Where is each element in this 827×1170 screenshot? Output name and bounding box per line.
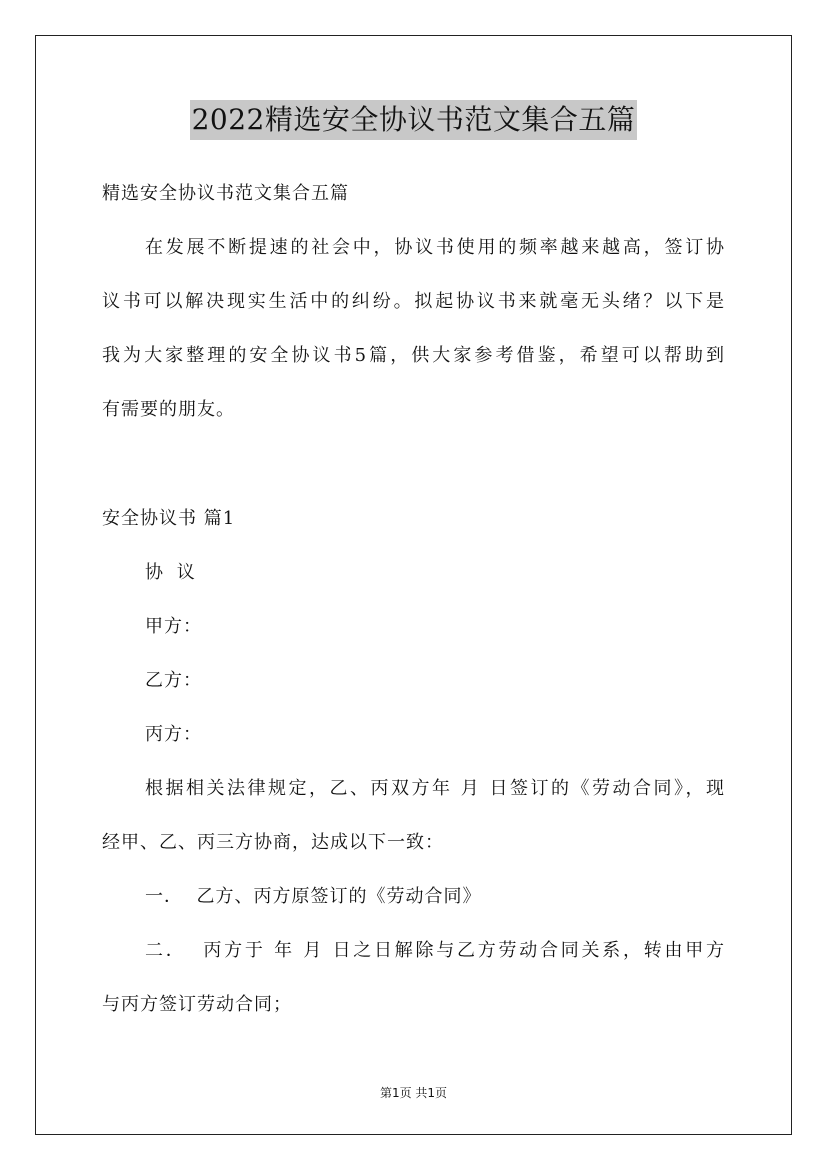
agreement-label: 协 议 — [145, 562, 199, 583]
intro-line-3: 我为大家整理的安全协议书5篇，供大家参考借鉴，希望可以帮助到 — [102, 345, 725, 366]
clause-two: 二． 丙方于 年 月 日之日解除与乙方劳动合同关系，转由甲方 — [145, 940, 725, 961]
body-line-1: 根据相关法律规定，乙、丙双方年 月 日签订的《劳动合同》，现 — [145, 778, 725, 799]
intro-line-1: 在发展不断提速的社会中，协议书使用的频率越来越高，签订协 — [145, 237, 725, 258]
party-b-label: 乙方： — [145, 670, 202, 691]
body-line-2: 经甲、乙、丙三方协商，达成以下一致： — [102, 832, 444, 853]
title-container — [0, 100, 827, 140]
party-a-label: 甲方： — [145, 616, 202, 637]
document-title: 2022精选安全协议书范文集合五篇 — [190, 100, 638, 140]
document-subtitle: 精选安全协议书范文集合五篇 — [102, 183, 349, 204]
clause-two-continued: 与丙方签订劳动合同； — [102, 994, 292, 1015]
section-heading: 安全协议书 篇1 — [102, 508, 236, 529]
party-c-label: 丙方： — [145, 724, 202, 745]
intro-line-2: 议书可以解决现实生活中的纠纷。拟起协议书来就毫无头绪？以下是 — [102, 291, 725, 312]
page-footer: 第1页 共1页 — [379, 1086, 448, 1100]
clause-one: 一． 乙方、丙方原签订的《劳动合同》 — [145, 886, 482, 907]
intro-line-4: 有需要的朋友。 — [102, 399, 235, 420]
